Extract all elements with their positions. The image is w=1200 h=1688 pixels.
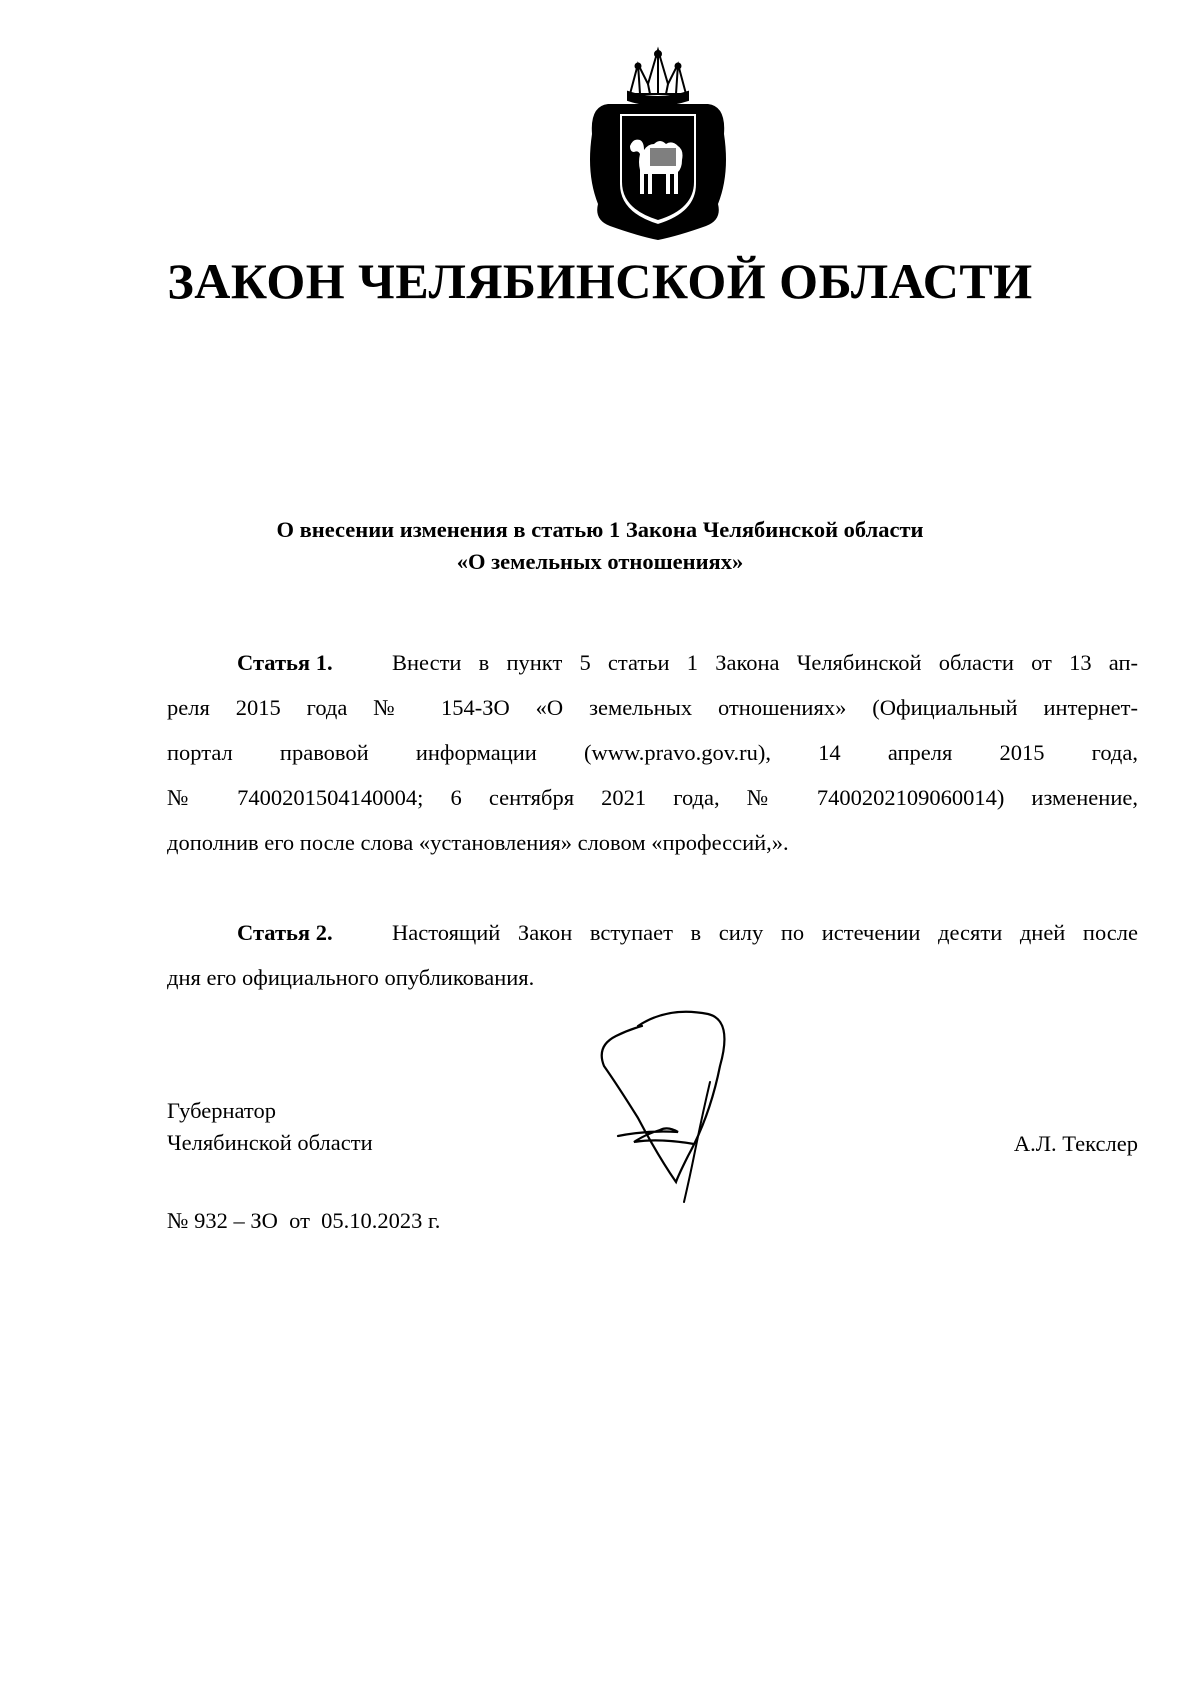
law-subject	[0, 514, 1200, 578]
article-1-heading: Статья 1.	[237, 650, 333, 675]
article-2-line-2: дня его официального опубликования.	[167, 965, 535, 990]
article-2-line-1: Настоящий Закон вступает в силу по истечении десяти дней после	[392, 920, 1138, 945]
article-1-line-4: № 7400201504140004; 6 сентября 2021 года, № 7400202109060014) изменение,	[167, 785, 1138, 810]
article-1	[167, 640, 1138, 865]
article-2-first-line	[167, 910, 1138, 955]
article-1-line-3: портал правовой информации (www.pravo.gov.ru), 14 апреля 2015 года,	[167, 740, 1138, 765]
crown-icon	[628, 50, 688, 105]
article-1-line-1: Внести в пункт 5 статьи 1 Закона Челябинской области от 13 ап-	[392, 650, 1138, 675]
signer-name: А.Л. Текслер	[1013, 1131, 1138, 1156]
subject-line-2: «О земельных отношениях»	[456, 549, 744, 574]
handwritten-signature	[598, 1006, 778, 1206]
signer-position-line-1: Губернатор	[167, 1098, 276, 1123]
article-2	[167, 910, 1138, 1000]
signer-position	[167, 1095, 373, 1159]
article-1-first-line	[167, 640, 1138, 685]
article-2-heading: Статья 2.	[237, 920, 333, 945]
article-1-line-5: дополнив его после слова «установления» словом «профессий,».	[167, 830, 789, 855]
law-number-date: № 932 – ЗО от 05.10.2023 г.	[167, 1208, 441, 1233]
coat-of-arms-icon	[578, 44, 738, 244]
signer-position-line-2: Челябинской области	[167, 1130, 373, 1155]
subject-line-1: О внесении изменения в статью 1 Закона Челябинской области	[276, 517, 924, 542]
document-title: ЗАКОН ЧЕЛЯБИНСКОЙ ОБЛАСТИ	[167, 253, 1033, 309]
article-1-line-2: реля 2015 года № 154-ЗО «О земельных отношениях» (Официальный интернет-	[167, 695, 1138, 720]
